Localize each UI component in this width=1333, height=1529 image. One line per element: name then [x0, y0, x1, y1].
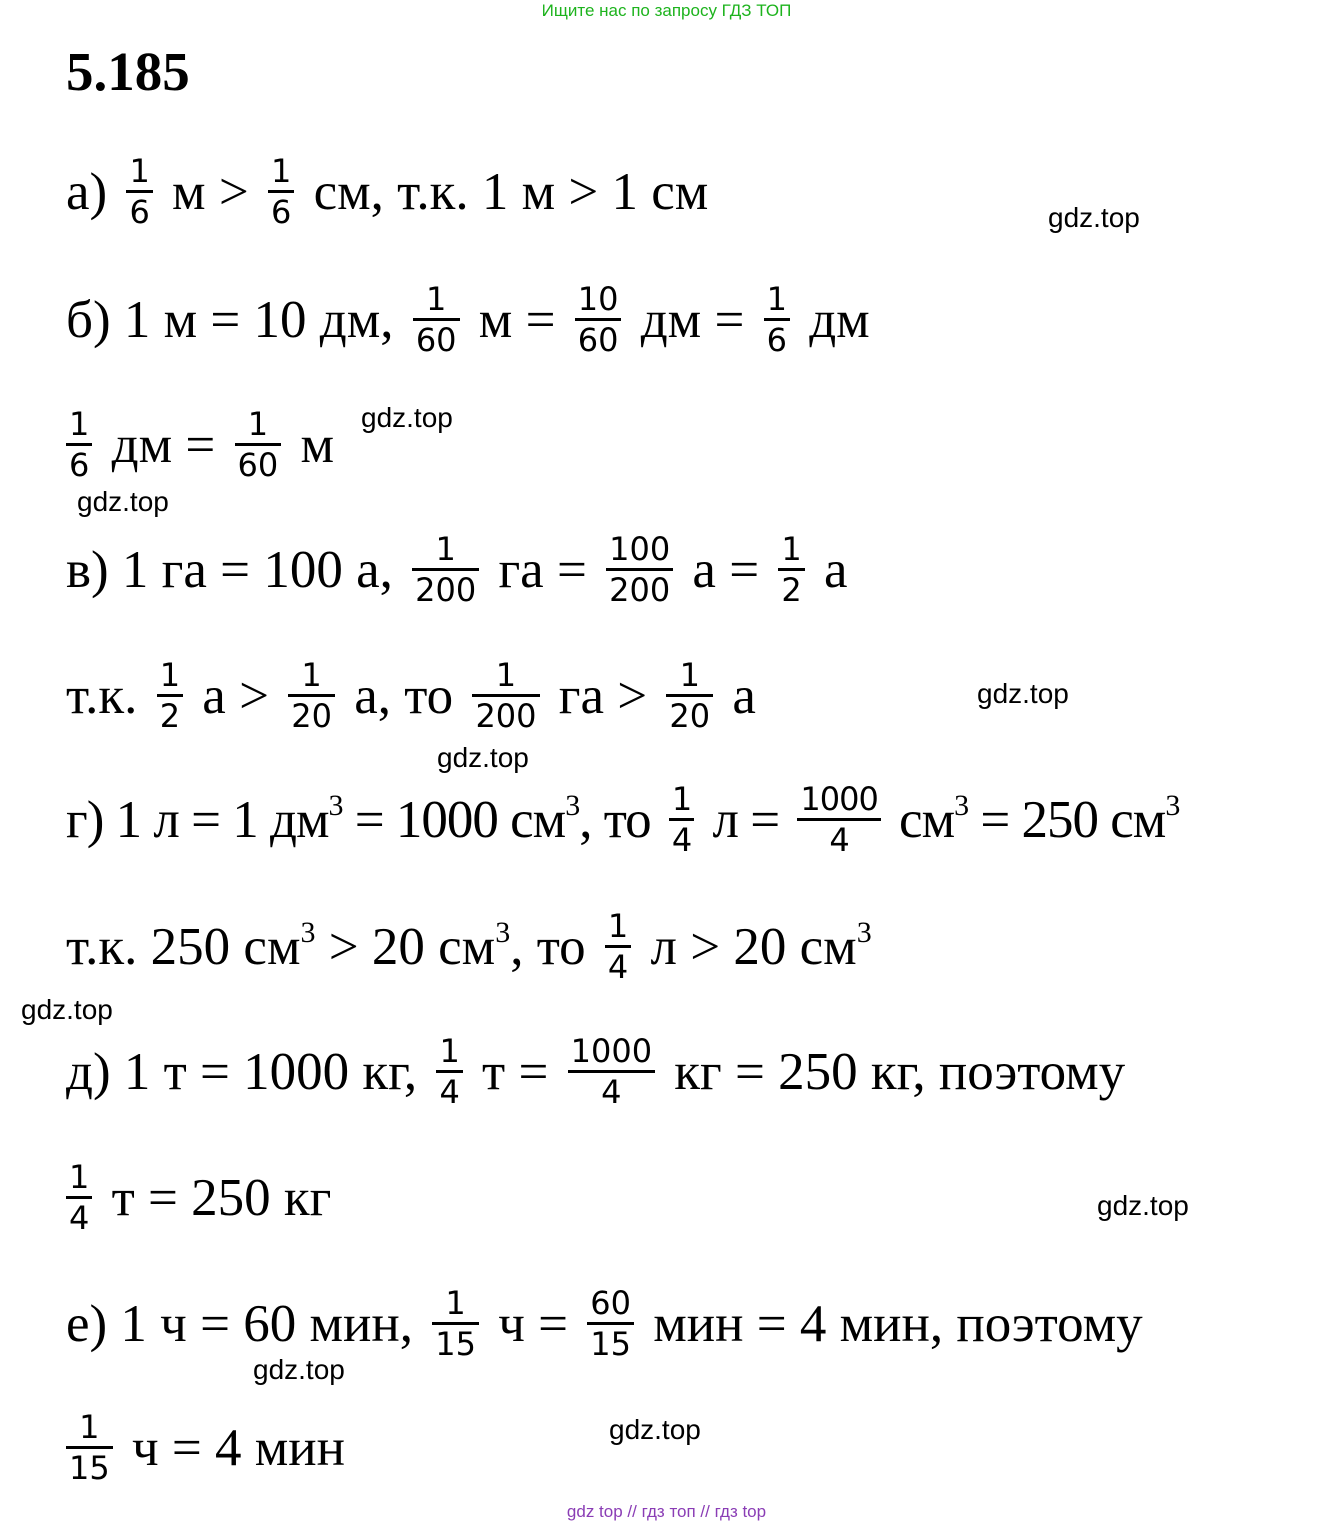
line-a: [66, 152, 708, 231]
fraction: [568, 1032, 655, 1111]
text: м >: [172, 162, 249, 221]
text: ч =: [498, 1294, 568, 1353]
watermark: gdz.top: [1048, 202, 1140, 233]
exponent: 3: [1165, 788, 1180, 822]
exponent: 3: [328, 788, 343, 822]
text: [899, 790, 1179, 850]
denominator: 200: [606, 568, 673, 609]
text: т.к.: [66, 666, 138, 725]
fraction: [66, 405, 92, 484]
watermark: gdz.top: [437, 742, 529, 773]
numerator: 1: [159, 656, 181, 694]
text: ч = 4 мин: [131, 1418, 346, 1477]
denominator: 6: [126, 190, 152, 231]
numerator: 1: [129, 152, 150, 190]
top-search-note: Ищите нас по запросу ГДЗ ТОП: [541, 1, 792, 20]
numerator: 1: [435, 530, 456, 568]
text: [66, 790, 651, 850]
numerator: 1: [301, 656, 322, 694]
numerator: 1: [495, 656, 517, 694]
fraction: [412, 530, 479, 609]
fraction: [666, 656, 713, 735]
text: т =: [482, 1042, 549, 1101]
text: а =: [692, 540, 760, 599]
line-g1: [66, 780, 1179, 859]
denominator: 2: [778, 568, 804, 609]
text-part: л > 20 см: [650, 917, 857, 976]
watermark: gdz.top: [77, 486, 169, 517]
fraction: [66, 1158, 92, 1237]
text: га =: [498, 540, 587, 599]
denominator: 60: [413, 318, 460, 359]
denominator: 2: [157, 694, 183, 735]
fraction: [605, 907, 631, 986]
denominator: 200: [472, 694, 539, 735]
denominator: 15: [432, 1322, 479, 1363]
numerator: 1: [425, 280, 447, 318]
numerator: 1: [671, 780, 692, 818]
text-part: , то: [510, 917, 586, 976]
denominator: 20: [666, 694, 713, 735]
text: а: [732, 666, 756, 725]
fraction: [126, 152, 152, 231]
denominator: 15: [587, 1322, 634, 1363]
denominator: 4: [436, 1070, 462, 1111]
watermark: gdz.top: [1097, 1190, 1189, 1221]
line-e2: [66, 1408, 345, 1487]
text: м: [300, 415, 335, 474]
text: дм =: [111, 415, 216, 474]
denominator: 4: [669, 818, 694, 859]
exponent: 3: [954, 788, 969, 822]
text: д) 1 т = 1000 кг,: [66, 1042, 418, 1101]
denominator: 4: [605, 945, 631, 986]
line-b2: [66, 405, 334, 484]
text-part: г) 1 л = 1 дм: [66, 790, 329, 849]
denominator: 4: [797, 818, 880, 859]
numerator: 10: [577, 280, 619, 318]
numerator: 100: [609, 530, 671, 568]
fraction: [235, 405, 282, 484]
text-part: , то: [579, 790, 651, 849]
watermark: gdz.top: [977, 678, 1069, 709]
line-v1: [66, 530, 847, 609]
line-g2: [66, 907, 872, 986]
fraction: [778, 530, 804, 609]
line-d1: [66, 1032, 1125, 1111]
numerator: 1: [445, 1284, 466, 1322]
fraction: [288, 656, 335, 735]
text: т = 250 кг: [111, 1168, 332, 1227]
text: дм: [809, 290, 870, 349]
text: [66, 917, 586, 977]
text: мин = 4 мин, поэтому: [653, 1294, 1143, 1353]
text-part: = 250 см: [968, 790, 1166, 849]
text: а): [66, 162, 108, 221]
text: а, то: [354, 666, 454, 725]
denominator: 6: [66, 443, 92, 484]
fraction: [66, 1408, 113, 1487]
numerator: 1: [607, 907, 629, 945]
text: см, т.к. 1 м > 1 см: [313, 162, 709, 221]
watermark: gdz.top: [361, 402, 453, 433]
text: е) 1 ч = 60 мин,: [66, 1294, 413, 1353]
fraction: [669, 780, 694, 859]
text: б) 1 м = 10 дм,: [66, 290, 394, 349]
text: дм =: [640, 290, 745, 349]
text-part: = 1000 см: [342, 790, 566, 849]
text: га >: [558, 666, 648, 725]
text: м =: [478, 290, 556, 349]
numerator: 1: [79, 1408, 100, 1446]
line-e1: [66, 1284, 1143, 1363]
numerator: 1: [69, 405, 90, 443]
denominator: 60: [575, 318, 622, 359]
exponent: 3: [565, 788, 580, 822]
denominator: 200: [412, 568, 479, 609]
fraction: [268, 152, 294, 231]
watermark: gdz.top: [609, 1414, 701, 1445]
watermark: gdz.top: [253, 1354, 345, 1385]
numerator: 1: [439, 1032, 460, 1070]
fraction: [413, 280, 460, 359]
numerator: 1: [781, 530, 802, 568]
text-part: см: [899, 790, 955, 849]
text: л =: [712, 790, 780, 849]
fraction: [764, 280, 790, 359]
problem-number: 5.185: [66, 41, 190, 102]
footer-watermark: gdz top // гдз топ // гдз top: [566, 1502, 767, 1521]
denominator: 4: [568, 1070, 655, 1111]
numerator: 1000: [570, 1032, 653, 1070]
denominator: 60: [235, 443, 282, 484]
fraction: [575, 280, 622, 359]
numerator: 1: [69, 1158, 90, 1196]
exponent: 3: [495, 915, 511, 949]
fraction: [587, 1284, 634, 1363]
fraction: [157, 656, 183, 735]
text-part: т.к. 250 см: [66, 917, 301, 976]
line-v2: [66, 656, 756, 735]
text: а >: [202, 666, 269, 725]
fraction: [432, 1284, 479, 1363]
denominator: 6: [268, 190, 294, 231]
denominator: 20: [288, 694, 335, 735]
numerator: 1: [270, 152, 292, 190]
text: кг = 250 кг, поэтому: [674, 1042, 1126, 1101]
numerator: 1: [766, 280, 787, 318]
line-b1: [66, 280, 870, 359]
fraction: [472, 656, 539, 735]
denominator: 4: [66, 1196, 92, 1237]
denominator: 6: [764, 318, 790, 359]
exponent: 3: [856, 915, 872, 949]
fraction: [797, 780, 880, 859]
denominator: 15: [66, 1446, 113, 1487]
text: а: [823, 540, 848, 599]
numerator: 1000: [800, 780, 878, 818]
exponent: 3: [300, 915, 316, 949]
numerator: 60: [590, 1284, 631, 1322]
text-part: > 20 см: [315, 917, 496, 976]
fraction: [606, 530, 673, 609]
watermark: gdz.top: [21, 994, 113, 1025]
line-d2: [66, 1158, 331, 1237]
fraction: [436, 1032, 462, 1111]
numerator: 1: [679, 656, 700, 694]
text: [651, 917, 872, 977]
text: в) 1 га = 100 а,: [66, 540, 393, 599]
numerator: 1: [247, 405, 269, 443]
